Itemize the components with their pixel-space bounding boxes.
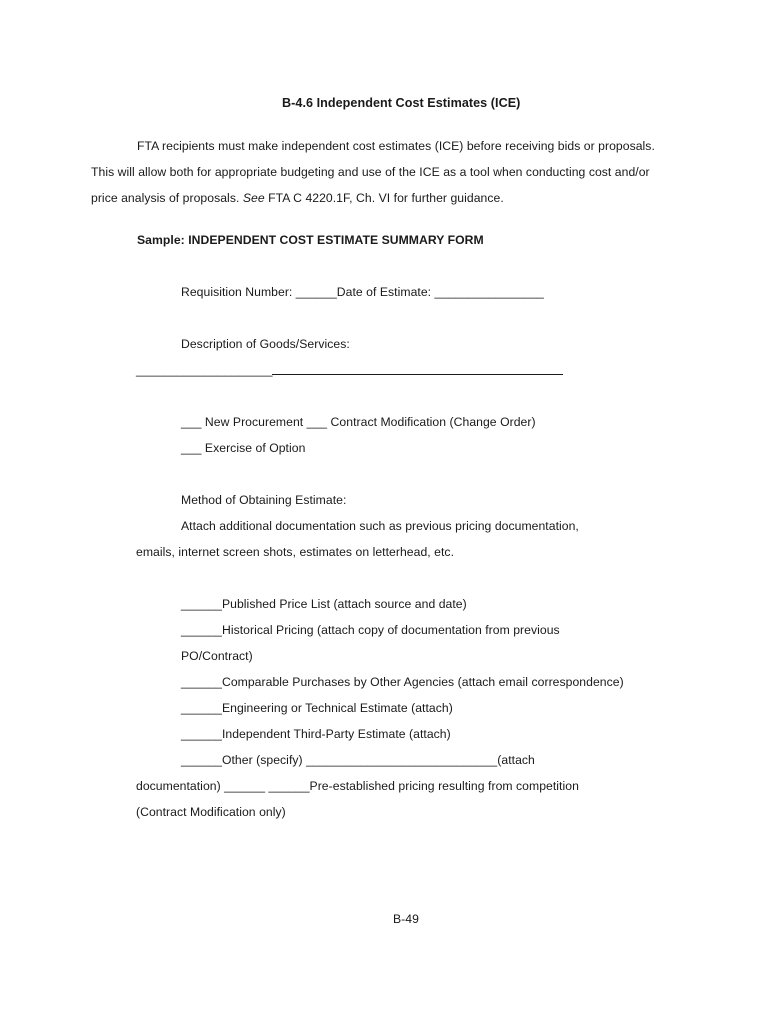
- option-historical-pricing: ______Historical Pricing (attach copy of documentation from previous: [181, 623, 560, 637]
- description-underline: [272, 374, 563, 375]
- method-label: Method of Obtaining Estimate:: [181, 493, 347, 507]
- intro-line-2: This will allow both for appropriate budgeting and use of the ICE as a tool when conducting cost and/or: [91, 165, 650, 179]
- requisition-line: Requisition Number: ______Date of Estimate: ________________: [181, 285, 544, 299]
- intro-line-1: FTA recipients must make independent cost estimates (ICE) before receiving bids or proposals.: [137, 139, 655, 153]
- intro-line-3-prefix: price analysis of proposals.: [91, 191, 240, 205]
- option-historical-pricing-cont: PO/Contract): [181, 649, 253, 663]
- intro-line-3: [91, 190, 504, 206]
- option-other-documentation: documentation) ______ ______Pre-established pricing resulting from competition: [136, 779, 579, 793]
- attach-line-1: Attach additional documentation such as previous pricing documentation,: [181, 519, 579, 533]
- description-blank: ____________________: [136, 363, 273, 377]
- intro-see-emphasis: See: [242, 191, 265, 205]
- sample-heading: Sample: INDEPENDENT COST ESTIMATE SUMMARY FORM: [137, 233, 484, 247]
- page-number: B-49: [393, 912, 419, 926]
- option-published-price-list: ______Published Price List (attach source and date): [181, 597, 467, 611]
- option-third-party-estimate: ______Independent Third-Party Estimate (attach): [181, 727, 451, 741]
- description-label: Description of Goods/Services:: [181, 337, 350, 351]
- intro-line-3-suffix: FTA C 4220.1F, Ch. VI for further guidance.: [268, 191, 504, 205]
- section-title: B-4.6 Independent Cost Estimates (ICE): [282, 96, 521, 110]
- option-comparable-purchases: ______Comparable Purchases by Other Agencies (attach email correspondence): [181, 675, 624, 689]
- option-engineering-estimate: ______Engineering or Technical Estimate (attach): [181, 701, 453, 715]
- exercise-option-line: ___ Exercise of Option: [181, 441, 306, 455]
- option-other-specify: ______Other (specify) ____________________________(attach: [181, 753, 535, 767]
- procurement-type-line: ___ New Procurement ___ Contract Modification (Change Order): [181, 415, 536, 429]
- attach-line-2: emails, internet screen shots, estimates on letterhead, etc.: [136, 545, 454, 559]
- option-contract-modification-only: (Contract Modification only): [136, 805, 286, 819]
